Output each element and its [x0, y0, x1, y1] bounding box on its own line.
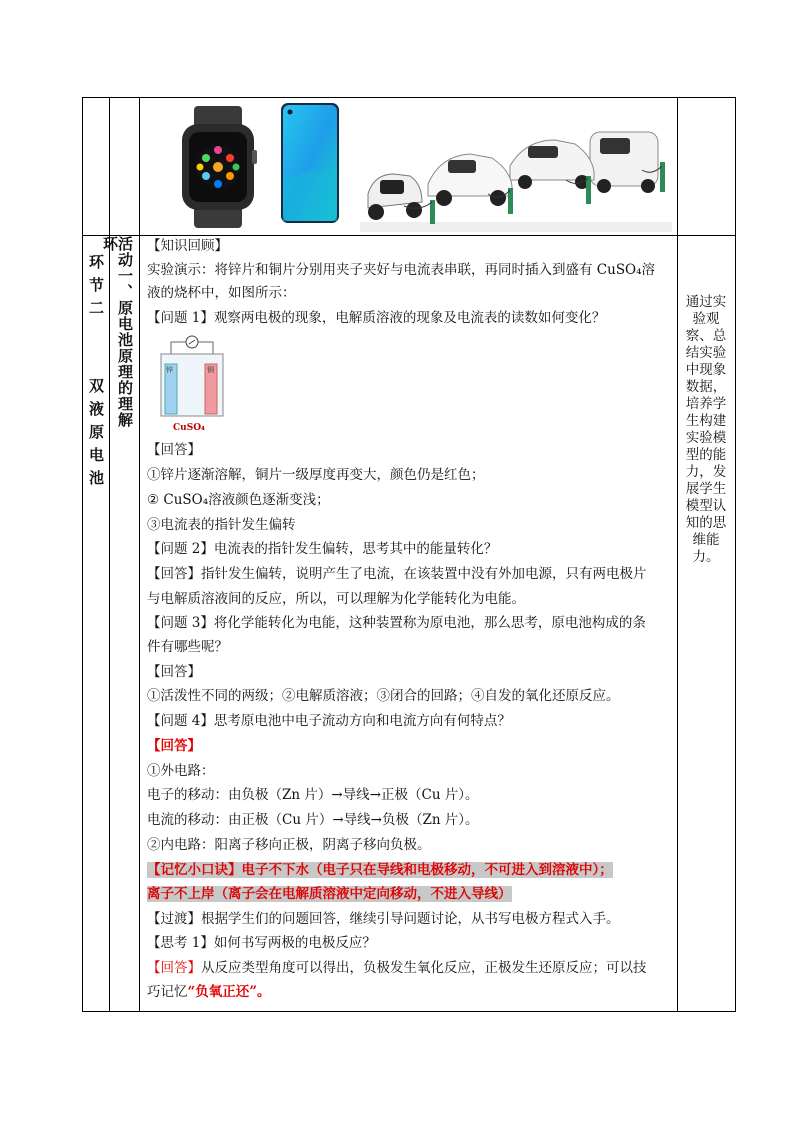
cu-label: 铜 — [207, 366, 214, 374]
text-line: 实验演示：将锌片和铜片分别用夹子夹好与电流表串联，再同时插入到盛有 CuSO₄溶 — [147, 262, 656, 278]
mnemonic-text: 离子不上岸（离子会在电解质溶液中定向移动，不进入导线） — [147, 886, 512, 902]
text-line: 件有哪些呢？ — [147, 639, 228, 655]
think-1: 【思考 1】如何书写两极的电极反应？ — [147, 935, 376, 951]
question-3: 【问题 3】将化学能转化为电能，这种装置称为原电池，那么思考，原电池构成的条 — [147, 615, 646, 631]
mnemonic-text: 【记忆小口诀】电子不下水（电子只在导线和电极移动，不可进入到溶液中）； — [147, 862, 613, 878]
answer-text: 巧记忆 — [147, 984, 188, 1000]
answer-label: 【回答】 — [147, 442, 201, 458]
answer-label: 【回答】 — [147, 738, 201, 754]
text-line: 与电解质溶液间的反应，所以，可以理解为化学能转化为电能。 — [147, 591, 525, 607]
text-line: 液的烧杯中，如图所示： — [147, 285, 296, 301]
question-4: 【问题 4】思考原电池中电子流动方向和电流方向有何特点？ — [147, 713, 511, 729]
zn-label: 锌 — [166, 366, 173, 374]
section-column — [83, 236, 119, 1012]
cuso4-label: CuSO₄ — [173, 423, 205, 433]
mnemonic-line — [147, 886, 675, 903]
activity-column — [110, 236, 139, 1012]
text-line: 电流的移动：由正极（Cu 片）→导线→负极（Zn 片）。 — [147, 812, 479, 828]
mnemonic-phrase: “负氧正还”。 — [187, 984, 271, 1000]
question-2: 【问题 2】电流表的指针发生偏转，思考其中的能量转化？ — [147, 541, 498, 557]
activity-title: 活动一、原电池原理的理解 — [116, 236, 134, 428]
electric-cars-image — [360, 122, 672, 232]
text-line: ①外电路： — [147, 763, 215, 779]
galvanic-cell-diagram — [157, 334, 227, 434]
text-line: 电子的移动：由负极（Zn 片）→导线→正极（Cu 片）。 — [147, 787, 479, 803]
text-line: 【回答】指针发生偏转，说明产生了电流，在该装置中没有外加电源，只有两电极片 — [147, 566, 647, 582]
answer-label: 【回答】 — [147, 960, 201, 976]
text-line: ①活泼性不同的两级；②电解质溶液；③闭合的回路；④自发的氧化还原反应。 — [147, 688, 620, 704]
lesson-table — [82, 97, 736, 1012]
section-title: 环节二 — [87, 254, 105, 323]
section-top-char: 环 — [101, 236, 119, 253]
answer-label: 【回答】 — [147, 664, 201, 680]
transition-line: 【过渡】根据学生们的问题回答，继续引导问题讨论，从书写电极方程式入手。 — [147, 911, 620, 927]
text-line: ②内电路：阳离子移向正极，阴离子移向负极。 — [147, 837, 431, 853]
mnemonic-line — [147, 862, 675, 879]
lesson-content — [145, 236, 675, 1012]
text-line: 【知识回顾】 — [147, 238, 228, 254]
answer-line — [147, 960, 675, 977]
question-1: 【问题 1】观察两电极的现象，电解质溶液的现象及电流表的读数如何变化？ — [147, 310, 606, 326]
answer-line — [147, 984, 675, 1001]
design-intent-note: 通过实验观察、总结实验中现象数据，培养学生构建实验模型的能力，发展学生模型认知的思维能力。 — [685, 294, 727, 565]
text-line: ①锌片逐渐溶解，铜片一级厚度再变大，颜色仍是红色； — [147, 467, 485, 483]
smartwatch-image — [178, 106, 258, 228]
text-line: ③电流表的指针发生偏转 — [147, 517, 296, 533]
smartphone-image — [280, 102, 340, 224]
text-line: ② CuSO₄溶液颜色逐渐变浅； — [147, 492, 330, 508]
answer-text: 从反应类型角度可以得出，负极发生氧化反应，正极发生还原反应；可以技 — [201, 960, 647, 976]
section-topic: 双液原电池 — [87, 378, 105, 493]
device-images — [140, 98, 677, 235]
